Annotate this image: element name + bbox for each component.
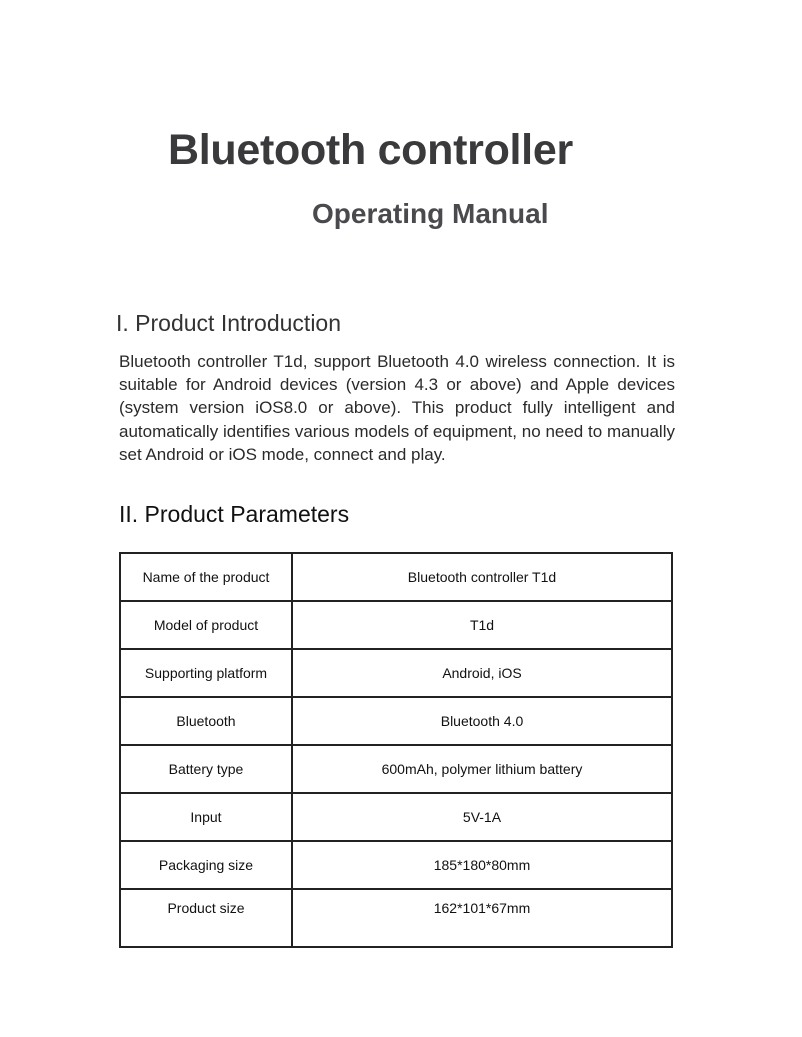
param-label: Product size	[120, 889, 292, 947]
param-value: 185*180*80mm	[292, 841, 672, 889]
introduction-paragraph: Bluetooth controller T1d, support Bluetooth 4.0 wireless connection. It is suitable for Android devices (version 4.3 or above) and Apple devices (system version iOS8.0 or above). This product fully intelligent and automatically identifies various models of equipment, no need to manually set Android or iOS mode, connect and play.	[119, 352, 675, 464]
table-row	[120, 553, 672, 601]
param-label: Input	[120, 793, 292, 841]
table-row	[120, 601, 672, 649]
table-row	[120, 697, 672, 745]
param-value: Bluetooth controller T1d	[292, 553, 672, 601]
param-value: 5V-1A	[292, 793, 672, 841]
document-subtitle: Operating Manual	[312, 198, 549, 229]
table-row	[120, 649, 672, 697]
document-title: Bluetooth controller	[168, 126, 573, 174]
table-row	[120, 793, 672, 841]
param-label: Battery type	[120, 745, 292, 793]
param-value: 600mAh, polymer lithium battery	[292, 745, 672, 793]
param-label: Supporting platform	[120, 649, 292, 697]
param-value: T1d	[292, 601, 672, 649]
param-value: Bluetooth 4.0	[292, 697, 672, 745]
param-label: Model of product	[120, 601, 292, 649]
section-heading-introduction: I. Product Introduction	[116, 310, 342, 336]
param-label: Name of the product	[120, 553, 292, 601]
param-value: 162*101*67mm	[292, 889, 672, 947]
param-label: Packaging size	[120, 841, 292, 889]
table-row	[120, 745, 672, 793]
param-label: Bluetooth	[120, 697, 292, 745]
param-value: Android, iOS	[292, 649, 672, 697]
table-row	[120, 889, 672, 947]
section-heading-parameters: II. Product Parameters	[119, 501, 350, 527]
parameters-table	[119, 552, 673, 948]
table-row	[120, 841, 672, 889]
